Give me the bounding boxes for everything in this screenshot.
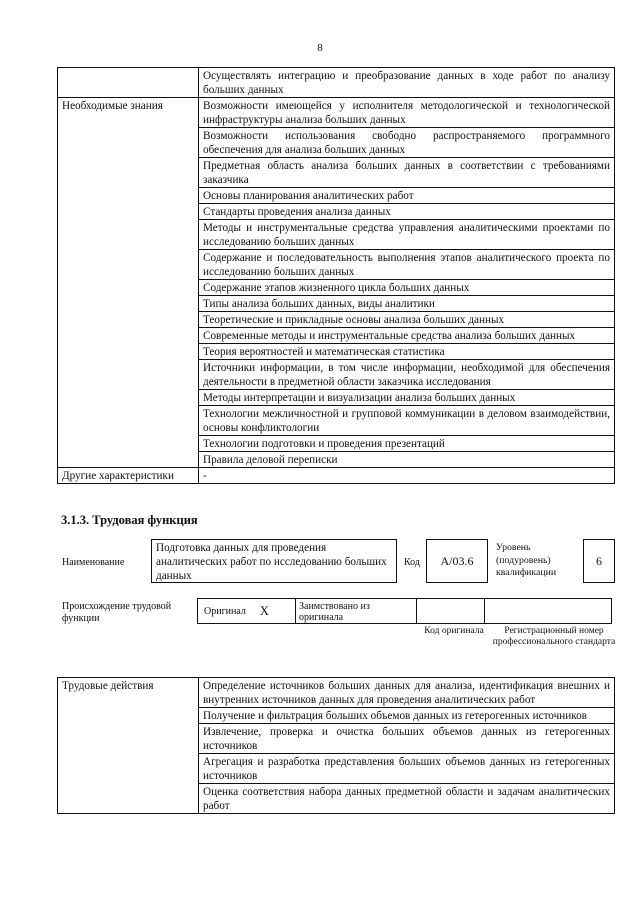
row-content: Основы планирования аналитических работ	[199, 188, 615, 204]
row-label: Необходимые знания	[58, 98, 199, 468]
row-label	[58, 68, 199, 98]
actions-label: Трудовые действия	[58, 678, 199, 814]
row-content: Типы анализа больших данных, виды аналитики	[199, 296, 615, 312]
page-number: 8	[317, 42, 323, 54]
knowledge-table	[57, 67, 615, 484]
name-value: Подготовка данных для проведения аналитических работ по исследованию больших данных	[151, 539, 397, 583]
row-content: Осуществлять интеграцию и преобразование данных в ходе работ по анализу больших данных	[199, 68, 615, 98]
section-title: 3.1.3. Трудовая функция	[61, 513, 198, 527]
table-row	[58, 678, 615, 708]
borrowed-cell: Заимствовано из оригинала	[295, 598, 417, 624]
reg-number-caption: Регистрационный номер профессионального стандарта	[492, 626, 616, 647]
row-content: Методы и инструментальные средства управления аналитическими проектами по исследованию больших данных	[199, 220, 615, 250]
code-value: A/03.6	[426, 539, 488, 583]
row-content: Содержание и последовательность выполнения этапов аналитического проекта по исследованию больших данных	[199, 250, 615, 280]
table-row	[58, 468, 615, 484]
row-content: Технологии подготовки и проведения презентаций	[199, 436, 615, 452]
action-item: Оценка соответствия набора данных предметной области и задачам аналитических работ	[199, 784, 615, 814]
row-content: Содержание этапов жизненного цикла больших данных	[199, 280, 615, 296]
row-content: Современные методы и инструментальные средства анализа больших данных	[199, 328, 615, 344]
row-content: Теоретические и прикладные основы анализа больших данных	[199, 312, 615, 328]
action-item: Извлечение, проверка и очистка больших объемов данных из гетерогенных источников	[199, 724, 615, 754]
origin-row	[198, 598, 612, 624]
row-content: Теория вероятностей и математическая статистика	[199, 344, 615, 360]
origin-label: Происхождение трудовой функции	[62, 601, 172, 624]
name-label: Наименование	[62, 557, 125, 568]
row-content: -	[199, 468, 615, 484]
action-item: Определение источников больших данных для анализа, идентификация внешних и внутренних источников данных для проведения аналитических работ	[199, 678, 615, 708]
original-cell	[197, 598, 296, 624]
table-row	[58, 68, 615, 98]
row-content: Методы интерпретации и визуализации анализа больших данных	[199, 390, 615, 406]
actions-table	[57, 677, 615, 814]
table-row	[58, 98, 615, 128]
row-label: Другие характеристики	[58, 468, 199, 484]
level-label: Уровень (подуровень) квалификации	[496, 542, 557, 578]
level-value: 6	[583, 539, 615, 583]
action-item: Получение и фильтрация больших объемов данных из гетерогенных источников	[199, 708, 615, 724]
row-content: Стандарты проведения анализа данных	[199, 204, 615, 220]
reg-number-cell	[484, 598, 612, 624]
original-mark: X	[259, 603, 269, 618]
row-content: Предметная область анализа больших данных в соответствии с требованиями заказчика	[199, 158, 615, 188]
row-content: Возможности использования свободно распространяемого программного обеспечения для анализа больших данных	[199, 128, 615, 158]
code-original-cell	[416, 598, 485, 624]
original-label: Оригинал	[204, 605, 246, 617]
code-original-caption: Код оригинала	[424, 626, 484, 636]
row-content: Технологии межличностной и групповой коммуникации в деловом взаимодействии, основы конфликтологии	[199, 406, 615, 436]
row-content: Источники информации, в том числе информации, необходимой для обеспечения деятельности в предметной области заказчика исследования	[199, 360, 615, 390]
code-label: Код	[404, 557, 420, 568]
action-item: Агрегация и разработка представления больших объемов данных из гетерогенных источников	[199, 754, 615, 784]
row-content: Возможности имеющейся у исполнителя методологической и технологической инфраструктуры анализа больших данных	[199, 98, 615, 128]
row-content: Правила деловой переписки	[199, 452, 615, 468]
